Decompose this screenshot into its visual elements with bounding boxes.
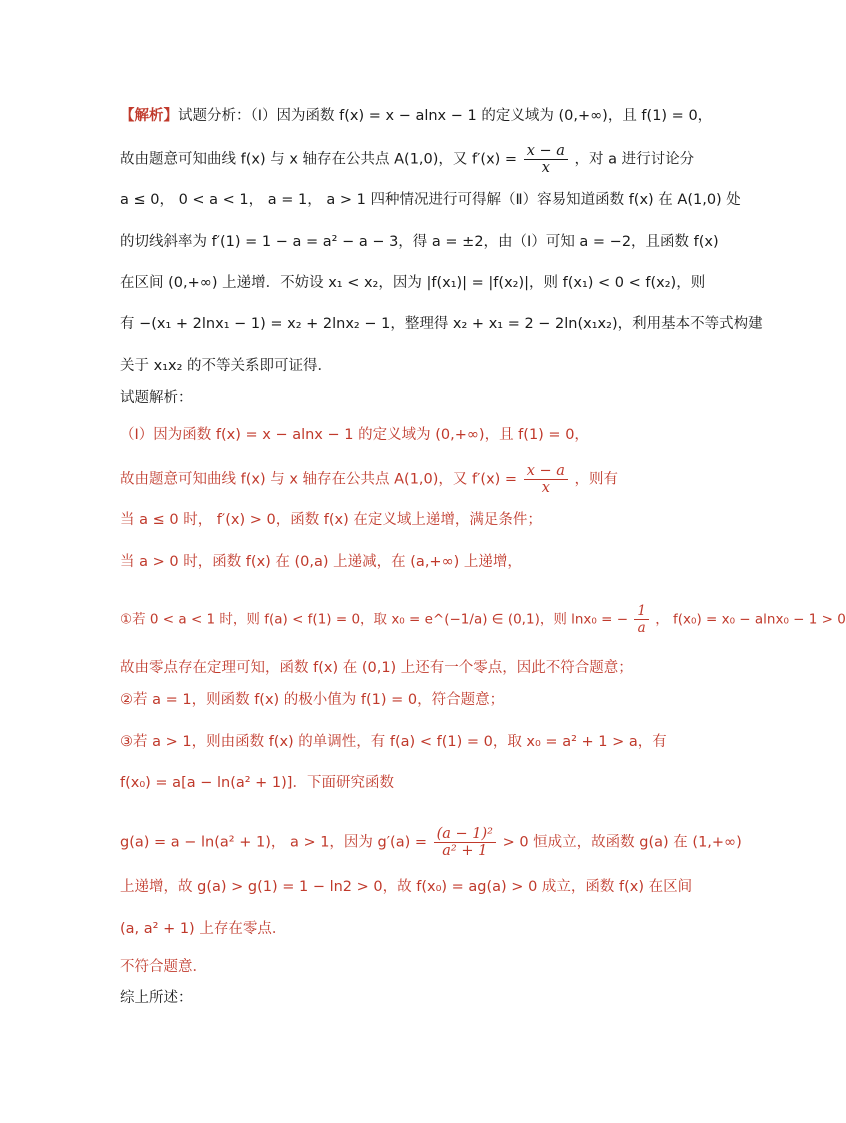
fraction-numerator: 1 — [634, 603, 649, 620]
analysis-text-1: 试题分析：（Ⅰ）因为函数 f(x) = x − alnx − 1 的定义域为 (0,+∞)，且 f(1) = 0， — [178, 108, 713, 124]
solution-text-10a: g(a) = a − ln(a² + 1)， a > 1，因为 g′(a) = — [120, 834, 427, 851]
fraction-denominator: x — [541, 160, 550, 176]
solution-text-2a: 故由题意可知曲线 f(x) 与 x 轴存在公共点 A(1,0)，又 f′(x) = — [120, 471, 518, 488]
analysis-line-1 — [120, 106, 770, 126]
analysis-fraction-derivative — [524, 143, 568, 176]
solution-line-6: 故由零点存在定理可知，函数 f(x) 在 (0,1) 上还有一个零点，因此不符合题意； — [120, 660, 633, 676]
analysis-line-5: 在区间 (0,+∞) 上递增．不妨设 x₁ < x₂，因为 |f(x₁)| = |f(x₂)|，则 f(x₁) < 0 < f(x₂)，则 — [120, 275, 706, 291]
solution-text-2b: ，则有 — [574, 471, 618, 488]
fraction-denominator: x — [541, 480, 550, 496]
fraction-numerator: (a − 1)² — [434, 826, 496, 843]
solution-line-9: f(x₀) = a[a − ln(a² + 1)]．下面研究函数 — [120, 775, 394, 791]
solution-text-5b: ， f(x₀) = x₀ − alnx₀ − 1 > 0 — [655, 611, 846, 628]
solution-fraction-one-over-a — [634, 603, 649, 636]
fraction-denominator: a² + 1 — [442, 843, 488, 859]
solution-text-10b: > 0 恒成立，故函数 g(a) 在 (1,+∞) — [502, 834, 742, 851]
solution-title: 试题解析： — [120, 390, 193, 406]
solution-line-5 — [120, 603, 846, 636]
analysis-label: 【解析】 — [120, 108, 178, 124]
solution-line-7: ②若 a = 1，则函数 f(x) 的极小值为 f(1) = 0，符合题意； — [120, 692, 505, 708]
analysis-line-3: a ≤ 0， 0 < a < 1， a = 1， a > 1 四种情况进行可得解（Ⅱ）容易知道函数 f(x) 在 A(1,0) 处 — [120, 192, 741, 208]
analysis-line-4: 的切线斜率为 f′(1) = 1 − a = a² − a − 3，得 a = ±2，由（Ⅰ）可知 a = −2，且函数 f(x) — [120, 234, 719, 250]
fraction-numerator: x − a — [524, 143, 568, 160]
fraction-numerator: x − a — [524, 463, 568, 480]
solution-fraction-derivative — [524, 463, 568, 496]
solution-line-8: ③若 a > 1，则由函数 f(x) 的单调性，有 f(a) < f(1) = 0，取 x₀ = a² + 1 > a，有 — [120, 734, 667, 750]
solution-fraction-g-prime — [434, 826, 496, 859]
solution-line-4: 当 a > 0 时，函数 f(x) 在 (0,a) 上递减，在 (a,+∞) 上递增， — [120, 554, 522, 570]
analysis-line-2 — [120, 143, 770, 176]
solution-line-10 — [120, 826, 770, 859]
solution-line-2 — [120, 463, 770, 496]
analysis-line-6: 有 −(x₁ + 2lnx₁ − 1) = x₂ + 2lnx₂ − 1，整理得 x₂ + x₁ = 2 − 2ln(x₁x₂)，利用基本不等式构建 — [120, 316, 763, 332]
solution-line-14: 综上所述： — [120, 990, 193, 1006]
solution-line-1: （Ⅰ）因为函数 f(x) = x − alnx − 1 的定义域为 (0,+∞)，且 f(1) = 0， — [120, 427, 589, 443]
solution-line-12: (a, a² + 1) 上存在零点． — [120, 921, 287, 937]
solution-line-11: 上递增，故 g(a) > g(1) = 1 − ln2 > 0，故 f(x₀) = ag(a) > 0 成立，函数 f(x) 在区间 — [120, 879, 693, 895]
analysis-text-2a: 故由题意可知曲线 f(x) 与 x 轴存在公共点 A(1,0)，又 f′(x) = — [120, 151, 518, 168]
solution-line-3: 当 a ≤ 0 时， f′(x) > 0，函数 f(x) 在定义域上递增，满足条件； — [120, 512, 542, 528]
fraction-denominator: a — [637, 620, 646, 636]
analysis-text-2b: ，对 a 进行讨论分 — [574, 151, 695, 168]
analysis-line-7: 关于 x₁x₂ 的不等关系即可证得． — [120, 358, 333, 374]
solution-text-5a: ①若 0 < a < 1 时，则 f(a) < f(1) = 0，取 x₀ = e^(−1/a) ∈ (0,1)，则 lnx₀ = − — [120, 611, 629, 628]
solution-line-13: 不符合题意． — [120, 959, 207, 975]
